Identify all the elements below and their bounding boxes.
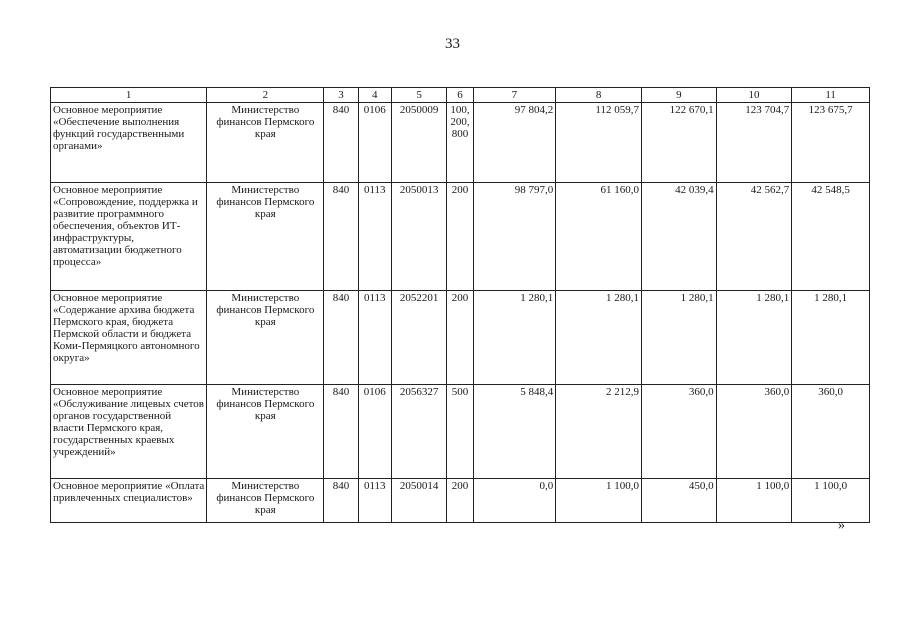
activity-name: Основное мероприятие «Обеспечение выполнения функций государственными органами» (51, 103, 207, 183)
ministry-name: Министерство финансов Пермского края (207, 479, 324, 523)
cell-c4: 0113 (358, 479, 391, 523)
column-header: 2 (207, 88, 324, 103)
cell-c8: 1 100,0 (556, 479, 642, 523)
closing-quote-mark: » (838, 518, 845, 533)
cell-c4: 0106 (358, 103, 391, 183)
cell-c9: 360,0 (642, 385, 717, 479)
cell-c4: 0113 (358, 183, 391, 291)
cell-c6: 200 (447, 291, 473, 385)
ministry-name: Министерство финансов Пермского края (207, 103, 324, 183)
cell-c4: 0106 (358, 385, 391, 479)
table-row (51, 291, 870, 385)
cell-c6: 100, 200, 800 (447, 103, 473, 183)
cell-c5: 2056327 (391, 385, 446, 479)
cell-c5: 2050009 (391, 103, 446, 183)
column-header: 11 (792, 88, 870, 103)
table-row (51, 183, 870, 291)
column-header: 10 (716, 88, 792, 103)
ministry-name: Министерство финансов Пермского края (207, 291, 324, 385)
column-header: 5 (391, 88, 446, 103)
cell-c8: 112 059,7 (556, 103, 642, 183)
cell-c10: 360,0 (716, 385, 792, 479)
column-header: 6 (447, 88, 473, 103)
table-row (51, 103, 870, 183)
cell-c7: 98 797,0 (473, 183, 556, 291)
column-header: 4 (358, 88, 391, 103)
cell-c7: 97 804,2 (473, 103, 556, 183)
cell-c6: 200 (447, 479, 473, 523)
cell-c9: 450,0 (642, 479, 717, 523)
cell-c11: 42 548,5 (792, 183, 870, 291)
cell-c9: 1 280,1 (642, 291, 717, 385)
table-row (51, 385, 870, 479)
cell-c6: 500 (447, 385, 473, 479)
cell-c10: 123 704,7 (716, 103, 792, 183)
cell-c8: 61 160,0 (556, 183, 642, 291)
cell-c9: 42 039,4 (642, 183, 717, 291)
cell-c8: 1 280,1 (556, 291, 642, 385)
cell-c8: 2 212,9 (556, 385, 642, 479)
cell-c3: 840 (324, 103, 358, 183)
activity-name: Основное мероприятие «Содержание архива бюджета Пермского края, бюджета Пермской области и бюджета Коми-Пермяцкого автономного округа» (51, 291, 207, 385)
cell-c3: 840 (324, 291, 358, 385)
column-header: 7 (473, 88, 556, 103)
cell-c10: 42 562,7 (716, 183, 792, 291)
table-row (51, 479, 870, 523)
page-number: 33 (445, 36, 460, 52)
cell-c3: 840 (324, 479, 358, 523)
cell-c7: 5 848,4 (473, 385, 556, 479)
cell-c7: 1 280,1 (473, 291, 556, 385)
activity-name: Основное мероприятие «Оплата привлеченных специалистов» (51, 479, 207, 523)
ministry-name: Министерство финансов Пермского края (207, 385, 324, 479)
cell-c11: 1 100,0 (792, 479, 870, 523)
cell-c5: 2052201 (391, 291, 446, 385)
cell-c6: 200 (447, 183, 473, 291)
header-row (51, 88, 870, 103)
column-header: 3 (324, 88, 358, 103)
cell-c10: 1 280,1 (716, 291, 792, 385)
column-header: 8 (556, 88, 642, 103)
cell-c9: 122 670,1 (642, 103, 717, 183)
cell-c11: 123 675,7 (792, 103, 870, 183)
cell-c4: 0113 (358, 291, 391, 385)
cell-c10: 1 100,0 (716, 479, 792, 523)
cell-c11: 1 280,1 (792, 291, 870, 385)
cell-c3: 840 (324, 385, 358, 479)
cell-c5: 2050013 (391, 183, 446, 291)
ministry-name: Министерство финансов Пермского края (207, 183, 324, 291)
budget-table (50, 87, 870, 523)
activity-name: Основное мероприятие «Обслуживание лицевых счетов органов государственной власти Пермского края, государственных краевых учреждений» (51, 385, 207, 479)
activity-name: Основное мероприятие «Сопровождение, поддержка и развитие программного обеспечения, объектов ИТ-инфраструктуры, автоматизации бюджетного процесса» (51, 183, 207, 291)
cell-c11: 360,0 (792, 385, 870, 479)
cell-c5: 2050014 (391, 479, 446, 523)
column-header: 9 (642, 88, 717, 103)
cell-c7: 0,0 (473, 479, 556, 523)
cell-c3: 840 (324, 183, 358, 291)
column-header: 1 (51, 88, 207, 103)
